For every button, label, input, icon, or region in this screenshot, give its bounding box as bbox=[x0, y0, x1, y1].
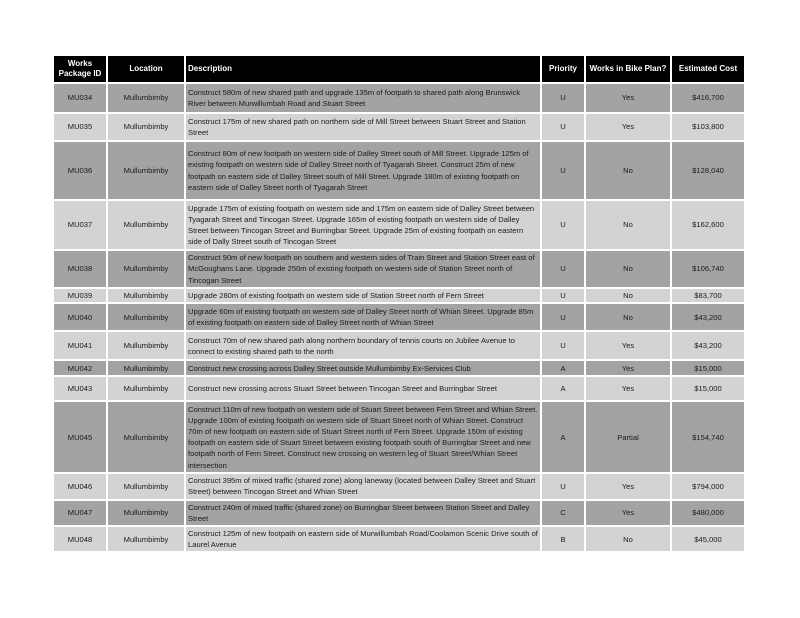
cell-description: Construct new crossing across Dalley Street outside Mullumbimby Ex-Services Club bbox=[186, 361, 540, 375]
cell-location: Mullumbimby bbox=[108, 84, 184, 112]
cell-bike-plan: No bbox=[586, 289, 670, 302]
cell-priority: U bbox=[542, 251, 584, 287]
cell-cost: $128,040 bbox=[672, 142, 744, 199]
cell-priority: U bbox=[542, 142, 584, 199]
cell-location: Mullumbimby bbox=[108, 251, 184, 287]
cell-id: MU037 bbox=[54, 201, 106, 249]
cell-priority: U bbox=[542, 289, 584, 302]
cell-priority: C bbox=[542, 501, 584, 525]
cell-location: Mullumbimby bbox=[108, 304, 184, 330]
cell-bike-plan: Partial bbox=[586, 402, 670, 472]
cell-priority: U bbox=[542, 114, 584, 140]
table-row bbox=[54, 527, 744, 551]
cell-location: Mullumbimby bbox=[108, 142, 184, 199]
table-row bbox=[54, 332, 744, 359]
table-row bbox=[54, 201, 744, 249]
cell-priority: A bbox=[542, 377, 584, 400]
cell-id: MU039 bbox=[54, 289, 106, 302]
cell-bike-plan: Yes bbox=[586, 332, 670, 359]
cell-location: Mullumbimby bbox=[108, 377, 184, 400]
cell-cost: $480,000 bbox=[672, 501, 744, 525]
cell-id: MU034 bbox=[54, 84, 106, 112]
cell-cost: $106,740 bbox=[672, 251, 744, 287]
cell-bike-plan: No bbox=[586, 142, 670, 199]
table-row bbox=[54, 501, 744, 525]
cell-description: Construct 580m of new shared path and upgrade 135m of footpath to shared path along Brunswick River between Murwillumbah Road and Stuart Street bbox=[186, 84, 540, 112]
table-row bbox=[54, 474, 744, 498]
cell-bike-plan: Yes bbox=[586, 114, 670, 140]
cell-location: Mullumbimby bbox=[108, 201, 184, 249]
cell-priority: U bbox=[542, 201, 584, 249]
cell-description: Construct 80m of new footpath on western side of Dalley Street south of Mill Street. Upgrade 125m of existing footpath on western side of Dalley Street north of Tyagarah Street. Construct 25m of new footpath on eastern side of Dalley Street south of Mill Street. Upgrade 180m of existing footpath on eastern side of Dalley Street north of Tyagarah Street bbox=[186, 142, 540, 199]
cell-id: MU046 bbox=[54, 474, 106, 498]
table-row bbox=[54, 251, 744, 287]
cell-id: MU043 bbox=[54, 377, 106, 400]
cell-bike-plan: Yes bbox=[586, 377, 670, 400]
cell-id: MU040 bbox=[54, 304, 106, 330]
cell-description: Construct 395m of mixed traffic (shared zone) along laneway (located between Dalley Street and Stuart Street) between Tincogan Street and Whian Street bbox=[186, 474, 540, 498]
cell-cost: $162,600 bbox=[672, 201, 744, 249]
table-row bbox=[54, 142, 744, 199]
cell-id: MU047 bbox=[54, 501, 106, 525]
header-location: Location bbox=[108, 56, 184, 82]
cell-location: Mullumbimby bbox=[108, 289, 184, 302]
cell-priority: U bbox=[542, 474, 584, 498]
cell-cost: $43,200 bbox=[672, 332, 744, 359]
cell-description: Construct new crossing across Stuart Street between Tincogan Street and Burringbar Street bbox=[186, 377, 540, 400]
cell-id: MU045 bbox=[54, 402, 106, 472]
cell-bike-plan: No bbox=[586, 304, 670, 330]
cell-description: Construct 70m of new shared path along northern boundary of tennis courts on Jubilee Avenue to connect to existing shared path to the north bbox=[186, 332, 540, 359]
cell-location: Mullumbimby bbox=[108, 527, 184, 551]
cell-id: MU038 bbox=[54, 251, 106, 287]
cell-bike-plan: Yes bbox=[586, 84, 670, 112]
cell-priority: U bbox=[542, 332, 584, 359]
cell-description: Construct 110m of new footpath on western side of Stuart Street between Fern Street and Whian Street. Upgrade 100m of existing footpath on western side of Stuart Street north of Whian Street. Construct 70m of new footpath on eastern side of Stuart Street north of Fern Street. Upgrade 150m of existing footpath on eastern side of Stuart Street between existing footpath south of Burringbar Street and new footpath north of Fern Street. Construct new crossing on western leg of Stuart Street/Whian Street intersection bbox=[186, 402, 540, 472]
cell-location: Mullumbimby bbox=[108, 361, 184, 375]
table-row bbox=[54, 304, 744, 330]
table-row bbox=[54, 402, 744, 472]
cell-priority: A bbox=[542, 402, 584, 472]
cell-cost: $15,000 bbox=[672, 361, 744, 375]
cell-bike-plan: Yes bbox=[586, 501, 670, 525]
cell-cost: $416,700 bbox=[672, 84, 744, 112]
cell-description: Construct 175m of new shared path on northern side of Mill Street between Stuart Street and Station Street bbox=[186, 114, 540, 140]
table-row bbox=[54, 377, 744, 400]
table-row bbox=[54, 84, 744, 112]
cell-bike-plan: Yes bbox=[586, 361, 670, 375]
cell-id: MU036 bbox=[54, 142, 106, 199]
cell-description: Upgrade 175m of existing footpath on western side and 175m on eastern side of Dalley Street between Tyagarah Street and Tincogan Street. Upgrade 165m of existing footpath on western side of Dalley Street between Tincogan Street and Burringbar Street. Upgrade 25m of existing footpath on eastern side of Dally Street south of Tincogan Street bbox=[186, 201, 540, 249]
header-priority: Priority bbox=[542, 56, 584, 82]
cell-location: Mullumbimby bbox=[108, 114, 184, 140]
cell-cost: $154,740 bbox=[672, 402, 744, 472]
cell-cost: $83,700 bbox=[672, 289, 744, 302]
cell-bike-plan: No bbox=[586, 201, 670, 249]
cell-location: Mullumbimby bbox=[108, 332, 184, 359]
cell-priority: B bbox=[542, 527, 584, 551]
cell-location: Mullumbimby bbox=[108, 501, 184, 525]
works-package-table bbox=[52, 54, 746, 553]
cell-cost: $43,200 bbox=[672, 304, 744, 330]
cell-description: Construct 90m of new footpath on southern and western sides of Train Street and Station Street east of McGoughans Lane. Upgrade 250m of existing footpath on western side of Station Street north of Tincogan Street bbox=[186, 251, 540, 287]
cell-id: MU048 bbox=[54, 527, 106, 551]
table-row bbox=[54, 114, 744, 140]
cell-location: Mullumbimby bbox=[108, 474, 184, 498]
cell-description: Upgrade 60m of existing footpath on western side of Dalley Street north of Whian Street. Upgrade 85m of existing footpath on eastern side of Dalley Street north of Whian Street bbox=[186, 304, 540, 330]
cell-priority: U bbox=[542, 304, 584, 330]
cell-cost: $15,000 bbox=[672, 377, 744, 400]
cell-priority: U bbox=[542, 84, 584, 112]
cell-id: MU041 bbox=[54, 332, 106, 359]
cell-description: Construct 240m of mixed traffic (shared zone) on Burringbar Street between Station Street and Dalley Street bbox=[186, 501, 540, 525]
cell-description: Construct 125m of new footpath on eastern side of Murwillumbah Road/Coolamon Scenic Drive south of Laurel Avenue bbox=[186, 527, 540, 551]
header-estimated-cost: Estimated Cost bbox=[672, 56, 744, 82]
cell-cost: $794,000 bbox=[672, 474, 744, 498]
cell-location: Mullumbimby bbox=[108, 402, 184, 472]
cell-priority: A bbox=[542, 361, 584, 375]
cell-id: MU035 bbox=[54, 114, 106, 140]
cell-description: Upgrade 280m of existing footpath on western side of Station Street north of Fern Street bbox=[186, 289, 540, 302]
cell-bike-plan: Yes bbox=[586, 474, 670, 498]
cell-bike-plan: No bbox=[586, 251, 670, 287]
table-header-row bbox=[54, 56, 744, 82]
header-works-in-bike-plan: Works in Bike Plan? bbox=[586, 56, 670, 82]
cell-id: MU042 bbox=[54, 361, 106, 375]
cell-cost: $103,800 bbox=[672, 114, 744, 140]
table-row bbox=[54, 289, 744, 302]
cell-bike-plan: No bbox=[586, 527, 670, 551]
table-row bbox=[54, 361, 744, 375]
header-works-package-id: Works Package ID bbox=[54, 56, 106, 82]
header-description: Description bbox=[186, 56, 540, 82]
cell-cost: $45,000 bbox=[672, 527, 744, 551]
